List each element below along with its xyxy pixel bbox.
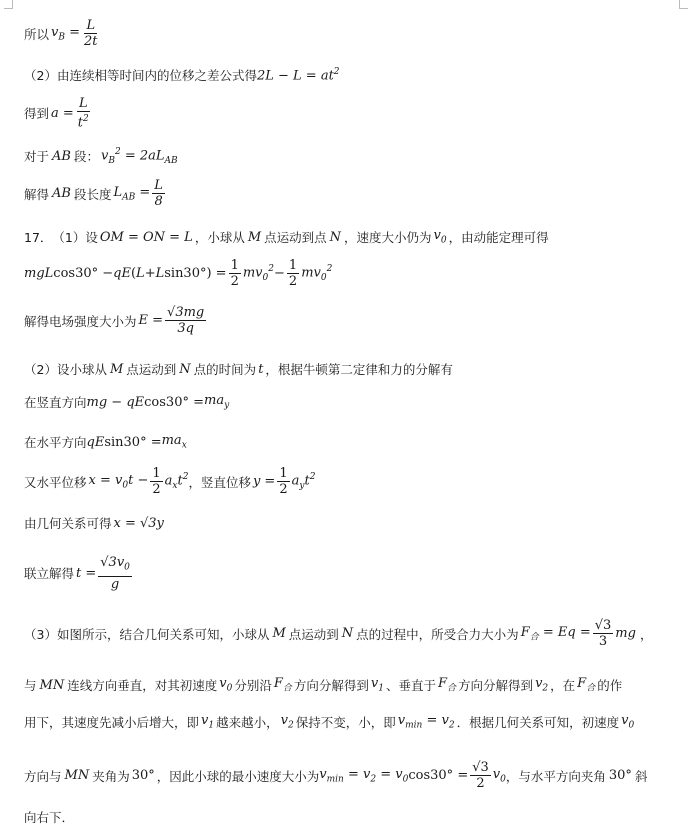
fraction-half: $\frac{1}{2}$ <box>230 258 239 289</box>
text: 在水平方向 <box>24 435 87 450</box>
text: ，速度大小仍为 <box>344 230 432 245</box>
text: （2）设小球从 <box>24 362 107 377</box>
line-decompose <box>24 676 622 694</box>
text: 向右下． <box>24 810 75 825</box>
symbol-v1: $v_1$ <box>201 713 215 731</box>
formula-vmin: $v_{min} = v_2 = v_0$ <box>319 766 409 785</box>
text: 夹角为 <box>92 768 130 784</box>
fraction-sqrt3-3: $\frac{√3}{3}$ <box>594 618 612 649</box>
line-horizontal: 在水平方向 qE sin30° = $ma_x$ <box>24 433 187 451</box>
formula-x-sqrt3y: x = √3y <box>113 515 164 531</box>
text: 在竖直方向 <box>24 395 87 410</box>
text: ，由动能定理可得 <box>448 230 549 245</box>
text: 由几何关系可得 <box>24 516 112 531</box>
text: ，因此小球的最小速度大小为 <box>156 768 320 784</box>
text: 联立解得 <box>24 566 75 582</box>
text: 方向分解得到 <box>293 678 369 693</box>
formula-y: y = <box>252 474 276 489</box>
symbol-v0: $v_0$ <box>219 676 233 694</box>
symbol-t: t <box>258 361 264 377</box>
symbol-f-net: $F_合$ <box>577 676 596 694</box>
formula-energy-left: mgL <box>24 266 54 281</box>
text: 越来越小， <box>216 715 279 730</box>
symbol-v2: $v_2$ <box>535 676 549 694</box>
label-mn: MN <box>39 677 65 693</box>
line-displacement: 又水平位移 $x = v_0t$ − $\frac{1}{2}$ $a_xt^2$ ，竖直位移 y = $\frac{1}{2}$ $a_yt^2$ <box>24 466 316 497</box>
text: 方向与 <box>24 768 62 784</box>
line-energy-equation: mgL cos30° − qE ( L + L sin30°) = $\frac{1}{2}$ $mv_0^2$ − $\frac{1}{2}$ $mv_0^2$ <box>24 258 333 289</box>
symbol-v2: $v_2$ <box>280 713 294 731</box>
text: ，与水平方向夹角 <box>505 768 606 784</box>
text: 又水平位移 <box>24 474 87 490</box>
text: （2）由连续相等时间内的位移之差公式得 <box>24 68 257 83</box>
fraction-sqrt3mg-3q: $\frac{√3mg}{3q}$ <box>167 305 205 336</box>
formula-vb: $v_B$ = <box>51 24 81 43</box>
fraction-half: $\frac{1}{2}$ <box>279 466 288 497</box>
text: ．根据几何关系可知，初速度 <box>456 715 620 730</box>
text: 、垂直于 <box>385 678 436 693</box>
formula-vb2: $v_B^2 = 2aL_{AB}$ <box>100 147 178 166</box>
text: 连线方向垂直，对其初速度 <box>67 678 218 693</box>
point-n: N <box>329 229 342 245</box>
fraction-half: $\frac{1}{2}$ <box>288 258 298 289</box>
text: 解得电场强度大小为 <box>24 313 137 329</box>
text: 分别沿 <box>234 678 272 693</box>
text: 保持不变，小，即 <box>295 715 396 730</box>
text: （3）如图所示，结合几何关系可知，小球从 <box>24 626 270 642</box>
line-q17 <box>24 228 549 246</box>
symbol-v0: $v_0$ <box>433 228 447 246</box>
line-min-speed: 方向与 MN 夹角为 30° ，因此小球的最小速度大小为 $v_{min} = v_2 = v_0$ cos30° = $\frac{√3}{2}$ $v_0$ ，与水平方向夹角 30° 斜 <box>24 760 648 791</box>
formula-horizontal: qE <box>86 434 105 450</box>
text: 方向分解得到 <box>458 678 534 693</box>
fraction-l-2t: $\frac{L}{2t}$ <box>84 18 98 49</box>
line-ab-segment <box>24 147 178 166</box>
formula-lab: $L_{AB}$ = <box>113 184 151 203</box>
label-ab: AB <box>52 148 71 164</box>
line-direction <box>24 808 74 826</box>
angle-30: 30° <box>608 768 632 783</box>
fraction-sqrt3v0-g: $\frac{√3v_0}{g}$ <box>100 555 130 592</box>
symbol-f-net: $F_合$ <box>273 676 292 694</box>
line-part2-setup <box>24 360 453 378</box>
line-part2-formula <box>24 66 340 84</box>
text: 得到 <box>24 106 50 122</box>
text: 段长度 <box>73 186 112 202</box>
page-corner-mark-left <box>4 0 13 9</box>
text: ，在 <box>550 678 576 693</box>
text: 段： <box>73 149 99 165</box>
text: 用下，其速度先减小后增大，即 <box>24 715 200 730</box>
text: ，竖直位移 <box>188 474 251 490</box>
fraction-l-8: $\frac{L}{8}$ <box>154 178 163 209</box>
fraction-l-t2: $\frac{L}{t^2}$ <box>77 96 89 131</box>
fraction-sqrt3-2: $\frac{√3}{2}$ <box>472 760 489 791</box>
point-n: N <box>341 626 354 641</box>
text: ，根据牛顿第二定律和力的分解有 <box>265 362 453 377</box>
text: 点的时间为 <box>193 362 257 377</box>
text: 对于 <box>24 149 50 165</box>
angle-30: 30° <box>131 768 155 783</box>
formula-t: t = <box>76 565 97 581</box>
text: 点运动到 <box>126 362 177 377</box>
text: 点运动到 <box>288 626 339 642</box>
symbol-f-net: $F_合$ <box>438 676 457 694</box>
line-geometry <box>24 514 164 532</box>
fraction-half: $\frac{1}{2}$ <box>152 466 161 497</box>
text: 所以 <box>24 26 50 42</box>
point-m: M <box>272 626 286 641</box>
formula-vmin-v2: $v_{min} = v_2$ <box>397 713 455 731</box>
formula-vertical: mg − qE <box>86 394 145 410</box>
line-field-strength <box>24 305 208 336</box>
text: 点的过程中，所受合力大小为 <box>356 626 519 642</box>
text: 解得 <box>24 186 50 202</box>
text: （1）设 <box>52 230 98 245</box>
symbol-v1: $v_1$ <box>370 676 384 694</box>
point-m: M <box>109 361 124 377</box>
line-part3: （3）如图所示，结合几何关系可知，小球从 M 点运动到 N 点的过程中，所受合力大小为 $F_合 = Eq$ = $\frac{√3}{3}$ mg ， <box>24 618 653 649</box>
question-number: 17． <box>24 230 53 245</box>
formula-x: $x = v_0t$ − <box>88 472 149 491</box>
line-vb <box>24 18 102 49</box>
label-ab: AB <box>52 186 71 201</box>
point-m: M <box>247 229 262 245</box>
label-mn: MN <box>64 768 90 783</box>
formula-f-net: $F_合 = Eq$ = <box>520 624 591 643</box>
line-velocity-change <box>24 713 634 731</box>
line-solve-t <box>24 555 134 592</box>
point-n: N <box>179 361 191 377</box>
text: ，小球从 <box>194 230 245 245</box>
text: 斜 <box>634 768 648 784</box>
formula-delta-x: $2L - L = at^2$ <box>256 66 340 84</box>
formula-e: E = <box>138 313 164 328</box>
page-corner-mark-right <box>679 0 688 9</box>
text: 与 <box>24 678 37 693</box>
line-vertical: 在竖直方向 mg − qE cos30° = $ma_y$ <box>24 393 230 411</box>
line-acceleration <box>24 96 93 130</box>
symbol-v0: $v_0$ <box>621 713 635 731</box>
formula-a: a = <box>51 105 74 121</box>
line-lab <box>24 178 167 209</box>
text: 的作 <box>597 678 623 693</box>
formula-om-on: OM = ON = L <box>99 229 193 245</box>
text: 点运动到点 <box>264 230 327 245</box>
